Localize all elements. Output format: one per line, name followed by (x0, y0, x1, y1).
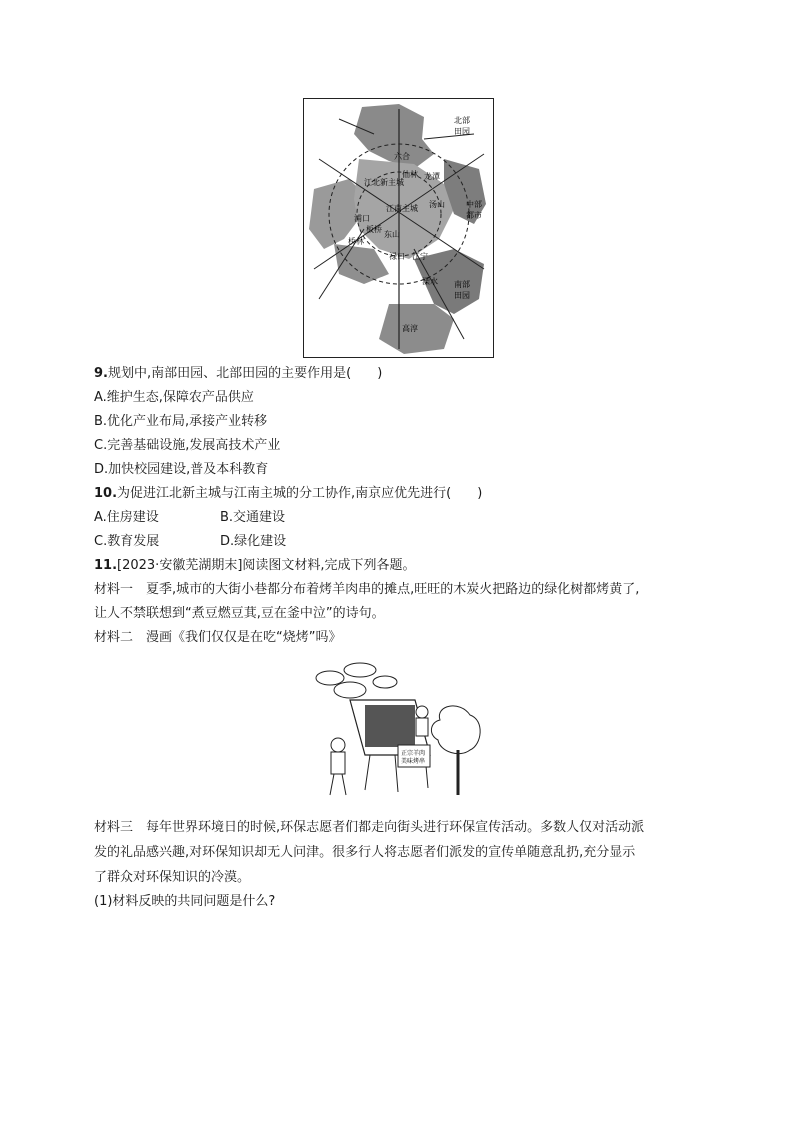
q10-stem-line (94, 486, 482, 502)
q9-option-b[interactable]: B.优化产业布局,承接产业转移 (94, 414, 268, 429)
label-dongshan: 东山 (384, 230, 400, 239)
label-north-fields-1: 北部 (454, 116, 470, 125)
q10-option-c[interactable]: C.教育发展 (94, 534, 160, 549)
map-graphic (304, 99, 493, 357)
q11-material2: 材料二 漫画《我们仅仅是在吃“烧烤”吗》 (94, 630, 342, 645)
comic-sign-line1: 正宗羊肉 (401, 750, 426, 757)
label-longtan: 龙潭 (424, 172, 440, 181)
label-jiangbei: 江北新主城 (364, 178, 404, 187)
comic-sign-line2: 美味烤串 (401, 758, 426, 765)
label-lukou: 禄口 (389, 252, 405, 261)
q11-material3-line2: 发的礼品感兴趣,对环保知识却无人问津。很多行人将志愿者们派发的宣传单随意乱扔,充分显示 (94, 845, 636, 860)
label-lishui: 溧水 (422, 277, 438, 286)
q10-option-d[interactable]: D.绿化建设 (220, 534, 287, 549)
label-qiaolin: 桥林 (348, 237, 364, 246)
q9-option-c[interactable]: C.完善基础设施,发展高技术产业 (94, 438, 281, 453)
q9-number: 9. (94, 366, 108, 381)
q11-material1-line1: 材料一 夏季,城市的大街小巷都分布着烤羊肉串的摊点,旺旺的木炭火把路边的绿化树都烤黄了, (94, 582, 640, 597)
q10-options-row1 (94, 510, 285, 526)
q9-option-d[interactable]: D.加快校园建设,普及本科教育 (94, 462, 269, 477)
q9-stem: 规划中,南部田园、北部田园的主要作用是( ) (107, 366, 383, 381)
label-north-fields-2: 田园 (454, 127, 470, 136)
q11-stem-line (94, 558, 416, 574)
label-tangshan: 汤山 (429, 200, 445, 209)
q11-number: 11. (94, 558, 118, 573)
q11-material1-line2: 让人不禁联想到“煮豆燃豆萁,豆在釜中泣”的诗句。 (94, 606, 385, 621)
label-central-city-2: 都市 (466, 211, 482, 220)
label-south-fields-2: 田园 (454, 291, 470, 300)
label-gaochun: 高淳 (402, 324, 418, 333)
q10-number: 10. (94, 486, 118, 501)
label-jiangnan: 江南主城 (386, 204, 418, 213)
q10-option-b[interactable]: B.交通建设 (220, 510, 286, 525)
nanjing-plan-map (303, 98, 494, 358)
q9-option-a[interactable]: A.维护生态,保障农产品供应 (94, 390, 254, 405)
q11-stem: [2023·安徽芜湖期末]阅读图文材料,完成下列各题。 (117, 558, 416, 573)
label-banqiao: 板桥 (366, 225, 382, 234)
q10-options-row2 (94, 534, 286, 550)
label-liuhe: 六合 (394, 152, 410, 161)
label-pukou: 浦口 (354, 214, 370, 223)
q11-material3-line1: 材料三 每年世界环境日的时候,环保志愿者们都走向街头进行环保宣传活动。多数人仅对活动派 (94, 820, 645, 835)
q9-stem-line (94, 366, 382, 382)
comic-graphic (310, 660, 485, 805)
label-xianlin: 仙林 (402, 170, 418, 179)
label-south-fields-1: 南部 (454, 280, 470, 289)
q11-material3-line3: 了群众对环保知识的冷漠。 (94, 870, 251, 885)
q11-sub1: (1)材料反映的共同问题是什么? (94, 894, 276, 909)
q10-stem: 为促进江北新主城与江南主城的分工协作,南京应优先进行( ) (117, 486, 483, 501)
q10-option-a[interactable]: A.住房建设 (94, 510, 159, 525)
label-jiangning: 江宁 (412, 252, 428, 261)
bbq-comic (310, 660, 485, 805)
label-central-city-1: 中部 (466, 200, 482, 209)
